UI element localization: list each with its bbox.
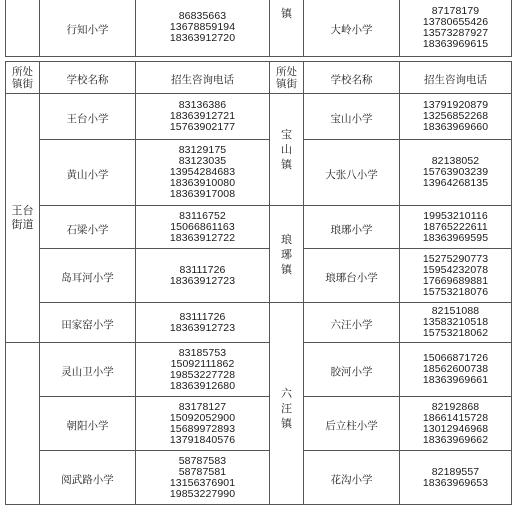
phone-number: 82138052 [431,155,480,167]
table-row [6,206,512,249]
phone-number: 15763902177 [169,121,236,133]
phone-number: 18363969662 [422,433,489,446]
header-phone-label: 招生咨询电话 [424,74,487,86]
phone-number: 15689972893 [169,422,236,435]
phone-number: 17669689881 [422,274,489,287]
header-school [40,62,136,94]
header-town-line: 镇街 [12,77,33,90]
phone-number: 83116752 [179,209,226,222]
header-school-label: 学校名称 [330,74,373,86]
school-name: 王台小学 [66,113,109,125]
table-row [6,303,512,343]
phone-number: 83178127 [178,400,227,413]
phone-number: 58787581 [178,465,227,478]
phone-number: 18363912680 [169,379,236,392]
phone-number: 18363912723 [169,274,236,287]
school-enrollment-table [5,61,512,505]
phone-number: 15753218062 [422,327,489,339]
header-phone-label: 招生咨询电话 [171,74,234,86]
phone-number: 18363912722 [169,231,236,244]
header-school-label: 学校名称 [66,74,109,86]
phone-number: 18363912720 [169,32,236,44]
phone-number: 19853227990 [169,487,236,500]
phone-number: 18363969653 [422,476,489,489]
school-name: 朝阳小学 [66,420,109,432]
town-name-line: 王台 [11,204,34,217]
phone-cell [400,343,512,397]
header-town-line: 所处 [276,65,297,78]
town-cell-empty [6,0,40,57]
town-name: 镇 [281,7,292,20]
phone-cell [400,140,512,206]
phone-number: 83129175 [178,144,227,156]
school-name: 大张八小学 [325,169,378,181]
phone-number: 13780655426 [422,15,489,28]
phone-cell [136,303,270,343]
phone-number: 82151088 [431,305,480,317]
phone-number: 15763903239 [422,166,489,178]
table-row [6,249,512,303]
phone-number: 83111726 [179,310,226,323]
phone-cell [400,249,512,303]
phone-number: 15092111862 [170,357,235,370]
town-name: 琅琊镇 [281,232,292,276]
phone-cell [400,303,512,343]
phone-number: 13256852268 [422,110,489,122]
school-cell [40,206,136,249]
phone-number: 13156376901 [169,476,236,489]
school-name: 岛耳河小学 [61,272,114,284]
phone-number: 18363969615 [422,37,489,50]
town-name-line: 街道 [11,218,34,231]
table-row [6,397,512,451]
school-name: 后立柱小学 [325,420,378,432]
phone-number: 83136386 [178,99,227,111]
phone-cell [136,397,270,451]
school-name: 六汪小学 [330,319,373,331]
header-town-line: 所处 [12,65,33,78]
phone-cell [136,343,270,397]
table-row [6,451,512,505]
phone-number: 18363969595 [422,231,489,244]
school-cell [304,140,400,206]
phone-number: 13791840576 [169,433,236,446]
phone-number: 83123035 [178,155,227,167]
school-cell [40,0,136,57]
table-row [6,140,512,206]
phone-number: 83111726 [179,263,226,276]
phone-cell [400,397,512,451]
phone-cell [400,0,512,57]
town-cell-wangtai [6,94,40,343]
phone-number: 83185753 [178,346,227,359]
phone-number: 87178179 [431,4,480,17]
town-name: 宝山镇 [281,128,292,171]
phone-cell [136,140,270,206]
town-cell-baoshan [270,94,304,206]
phone-cell [400,451,512,505]
school-name: 大岭小学 [330,24,373,36]
school-name: 琅琊台小学 [325,272,378,284]
town-cell-liuwang [270,303,304,505]
school-cell [304,397,400,451]
school-cell [40,451,136,505]
phone-number: 82192868 [431,400,480,413]
phone-number: 13583210518 [422,316,489,328]
phone-number: 13678859194 [169,21,236,33]
school-cell [304,249,400,303]
school-name: 琅琊小学 [330,223,373,236]
school-name: 胶河小学 [330,366,373,378]
school-cell [40,249,136,303]
phone-number: 86835663 [178,10,227,22]
phone-cell [136,451,270,505]
phone-number: 15066871726 [422,352,489,364]
school-cell [304,94,400,140]
phone-cell [136,206,270,249]
phone-cell [400,206,512,249]
table-row [6,94,512,140]
school-name: 石梁小学 [66,223,109,236]
school-name: 花沟小学 [330,474,373,486]
phone-number: 13573287927 [422,26,489,39]
phone-number: 13012946968 [422,422,489,435]
school-cell [304,206,400,249]
previous-section-table [5,0,512,57]
header-school [304,62,400,94]
school-cell [40,94,136,140]
phone-number: 18661415728 [422,411,489,424]
school-cell [304,451,400,505]
phone-number: 18363917008 [169,188,236,200]
phone-cell [136,0,270,57]
school-name: 灵山卫小学 [61,366,114,378]
school-name: 黄山小学 [66,169,109,181]
town-cell [270,0,304,57]
header-row [6,62,512,94]
phone-number: 19953210116 [423,209,488,222]
phone-number: 18363912723 [169,321,236,334]
town-name: 六汪镇 [281,387,292,430]
school-cell [40,397,136,451]
phone-cell [400,94,512,140]
phone-number: 18765222611 [423,220,488,233]
header-town [6,62,40,94]
phone-number: 82189557 [431,465,480,478]
school-cell [304,343,400,397]
school-name: 行知小学 [66,24,109,36]
phone-number: 15954232078 [422,263,489,276]
phone-number: 18363969661 [422,374,489,386]
phone-cell [136,249,270,303]
header-town-line: 镇街 [276,77,297,90]
phone-number: 15066861163 [170,220,235,233]
school-name: 阅武路小学 [61,474,114,486]
header-phone [400,62,512,94]
table-row [6,343,512,397]
school-cell [304,303,400,343]
phone-number: 58787583 [178,454,227,467]
phone-number: 18562600738 [422,363,489,375]
town-cell-empty [6,343,40,505]
table-row [6,0,512,57]
phone-number: 18363912721 [169,110,236,122]
town-cell-langya [270,206,304,303]
phone-number: 18363910080 [169,177,236,189]
header-phone [136,62,270,94]
phone-number: 13964268135 [422,177,489,189]
school-cell [304,0,400,57]
school-cell [40,303,136,343]
phone-number: 18363969660 [422,121,489,133]
phone-number: 15275290773 [422,252,489,265]
phone-number: 15753218076 [422,285,489,298]
school-name: 宝山小学 [330,113,373,125]
school-name: 田家窑小学 [61,319,114,331]
school-cell [40,343,136,397]
school-cell [40,140,136,206]
header-town [270,62,304,94]
phone-number: 15092052900 [169,411,236,424]
phone-number: 13791920879 [422,99,489,111]
phone-cell [136,94,270,140]
phone-number: 13954284683 [169,166,236,178]
phone-number: 19853227728 [169,368,236,381]
